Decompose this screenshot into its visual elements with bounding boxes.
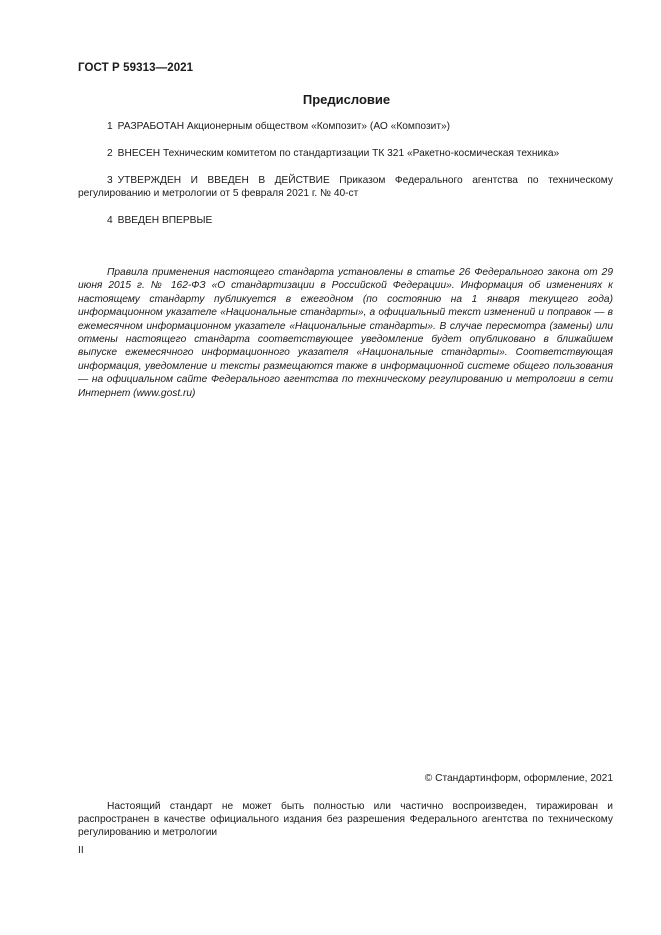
item-number: 4 (107, 215, 113, 226)
item-number: 3 (107, 175, 113, 186)
reproduction-rights: Настоящий стандарт не может быть полностью или частично воспроизведен, тиражирован и распространен в качестве официального издания без разрешения Федерального агентства по техническому регулированию и метрологии (78, 801, 613, 838)
item-lead: УТВЕРЖДЕН И ВВЕДЕН В ДЕЙСТВИЕ (117, 175, 330, 186)
item-number: 2 (107, 148, 113, 159)
application-rules-notice: Правила применения настоящего стандарта установлены в статье 26 Федерального закона от 29 июня 2015 г. № 162-ФЗ «О стандартизации в Российской Федерации». Информация об изменениях к настоящему стандарту публикуется в ежегодном (по состоянию на 1 января текущего года) информационном указателе «Национальные стандарты», а официальный текст изменений и поправок — в ежемесячном информационном указателе «Национальные стандарты». В случае пересмотра (замены) или отмены настоящего стандарта соответствующее уведомление будет опубликовано в ближайшем выпуске ежемесячного информационного указателя «Национальные стандарты». Соответствующая информация, уведомление и тексты размещаются также в информационной системе общего пользования — на официальном сайте Федерального агентства по техническому регулированию и метрологии в сети Интернет (www.gost.ru) (78, 267, 613, 399)
document-code: ГОСТ Р 59313—2021 (78, 62, 194, 74)
item-number: 1 (107, 121, 113, 132)
page-number: II (78, 845, 84, 856)
item-text: Акционерным обществом «Композит» (АО «Композит») (184, 121, 451, 132)
page-title (0, 92, 661, 107)
preface-item-4 (78, 214, 613, 227)
item-text: Приказом Федерального агентства по техническому регулированию и метрологии от 5 февраля 2021 г. № 40-ст (78, 175, 613, 199)
copyright-line: © Стандартинформ, оформление, 2021 (424, 773, 613, 784)
item-text: Техническим комитетом по стандартизации ТК 321 «Ракетно-космическая техника» (160, 148, 560, 159)
preface-item-1 (78, 120, 613, 133)
preface-item-3 (78, 174, 613, 200)
preface-title: Предисловие (302, 92, 391, 107)
item-lead: РАЗРАБОТАН (117, 121, 185, 132)
item-lead: ВВЕДЕН ВПЕРВЫЕ (117, 215, 213, 226)
preface-item-2 (78, 147, 613, 160)
item-lead: ВНЕСЕН (117, 148, 161, 159)
